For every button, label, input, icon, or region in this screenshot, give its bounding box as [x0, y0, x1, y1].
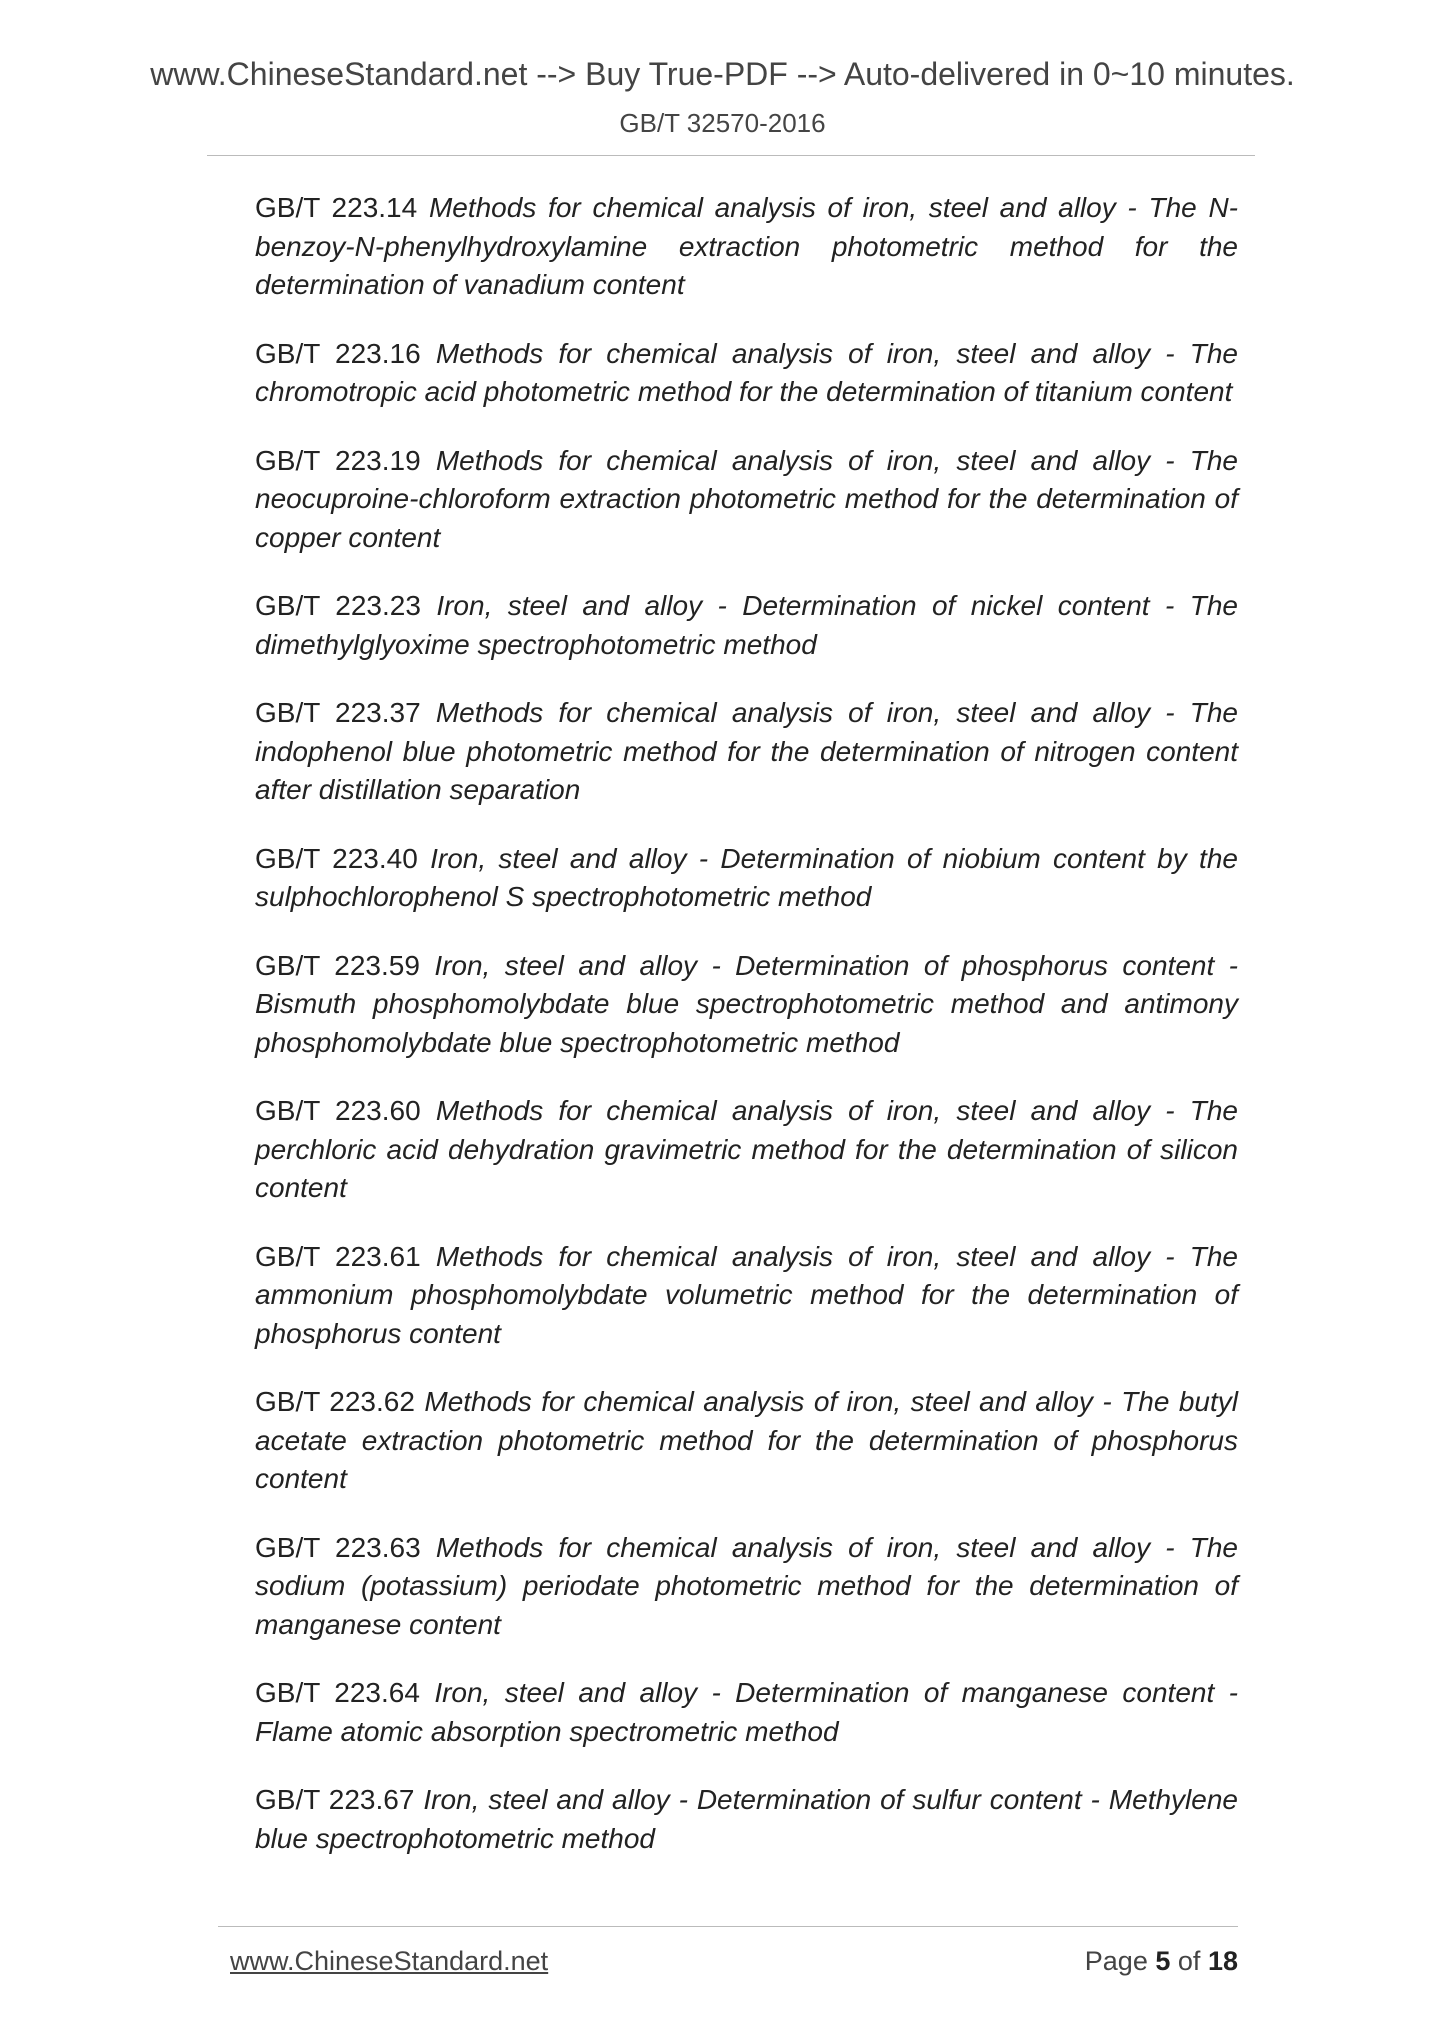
reference-code: GB/T 223.23	[255, 590, 421, 621]
reference-title: Methods for chemical analysis of iron, steel and alloy - The chromotropic acid photometric method for the determination of titanium content	[255, 337, 1238, 407]
page-of-label: of	[1177, 1946, 1201, 1976]
reference-title: Methods for chemical analysis of iron, steel and alloy - The indophenol blue photometric method for the determination of nitrogen content after distillation separation	[255, 697, 1238, 805]
reference-item	[255, 1092, 1238, 1208]
reference-item	[255, 189, 1238, 305]
reference-code: GB/T 223.37	[255, 697, 421, 728]
reference-code: GB/T 223.16	[255, 337, 421, 369]
reference-item	[255, 1781, 1238, 1858]
reference-item	[255, 840, 1238, 917]
page-current: 5	[1155, 1946, 1171, 1976]
standard-number: GB/T 32570-2016	[619, 108, 826, 138]
reference-title: Methods for chemical analysis of iron, steel and alloy - The perchloric acid dehydration gravimetric method for the determination of silicon content	[255, 1095, 1238, 1203]
reference-title: Iron, steel and alloy - Determination of phosphorus content - Bismuth phosphomolybdate blue spectrophotometric method and antimony phosphomolybdate blue spectrophotometric method	[255, 949, 1238, 1058]
reference-item	[255, 1529, 1238, 1645]
footer-divider	[218, 1926, 1238, 1927]
reference-code: GB/T 223.61	[255, 1240, 421, 1272]
reference-title: Iron, steel and alloy - Determination of sulfur content - Methylene blue spectrophotometric method	[255, 1784, 1238, 1854]
normative-reference-list	[255, 189, 1238, 1888]
reference-code: GB/T 223.14	[255, 192, 418, 223]
reference-item	[255, 694, 1238, 810]
reference-title: Iron, steel and alloy - Determination of nickel content - The dimethylglyoxime spectrophotometric method	[255, 590, 1238, 660]
reference-title: Methods for chemical analysis of iron, steel and alloy - The N-benzoy-N-phenylhydroxylamine extraction photometric method for the determination of vanadium content	[255, 192, 1238, 300]
reference-title: Methods for chemical analysis of iron, steel and alloy - The ammonium phosphomolybdate volumetric method for the determination of phosphorus content	[255, 1240, 1238, 1349]
page-label: Page	[1084, 1946, 1148, 1976]
reference-item	[255, 1674, 1238, 1751]
reference-title: Methods for chemical analysis of iron, steel and alloy - The sodium (potassium) periodate photometric method for the determination of manganese content	[255, 1531, 1238, 1640]
reference-title: Iron, steel and alloy - Determination of niobium content by the sulphochlorophenol S spectrophotometric method	[255, 842, 1238, 912]
reference-code: GB/T 223.67	[255, 1784, 415, 1815]
reference-item	[255, 1238, 1238, 1354]
reference-code: GB/T 223.19	[255, 444, 421, 476]
reference-code: GB/T 223.62	[255, 1386, 415, 1417]
reference-title: Iron, steel and alloy - Determination of manganese content - Flame atomic absorption spectrometric method	[255, 1677, 1238, 1747]
header-banner: www.ChineseStandard.net --> Buy True-PDF --> Auto-delivered in 0~10 minutes.	[150, 56, 1295, 92]
header-divider	[207, 155, 1255, 156]
reference-code: GB/T 223.63	[255, 1531, 421, 1563]
reference-code: GB/T 223.64	[255, 1677, 420, 1708]
footer-site-link[interactable]: www.ChineseStandard.net	[230, 1946, 549, 1976]
reference-code: GB/T 223.40	[255, 842, 418, 874]
reference-title: Methods for chemical analysis of iron, steel and alloy - The butyl acetate extraction photometric method for the determination of phosphorus content	[255, 1386, 1238, 1494]
reference-item	[255, 587, 1238, 664]
reference-code: GB/T 223.59	[255, 949, 420, 981]
reference-code: GB/T 223.60	[255, 1095, 421, 1126]
reference-item	[255, 1383, 1238, 1499]
reference-title: Methods for chemical analysis of iron, steel and alloy - The neocuproine-chloroform extraction photometric method for the determination of copper content	[255, 444, 1238, 553]
reference-item	[255, 335, 1238, 412]
page-indicator	[1085, 1946, 1238, 1977]
reference-item	[255, 442, 1238, 558]
reference-item	[255, 947, 1238, 1063]
page-total: 18	[1207, 1946, 1238, 1976]
